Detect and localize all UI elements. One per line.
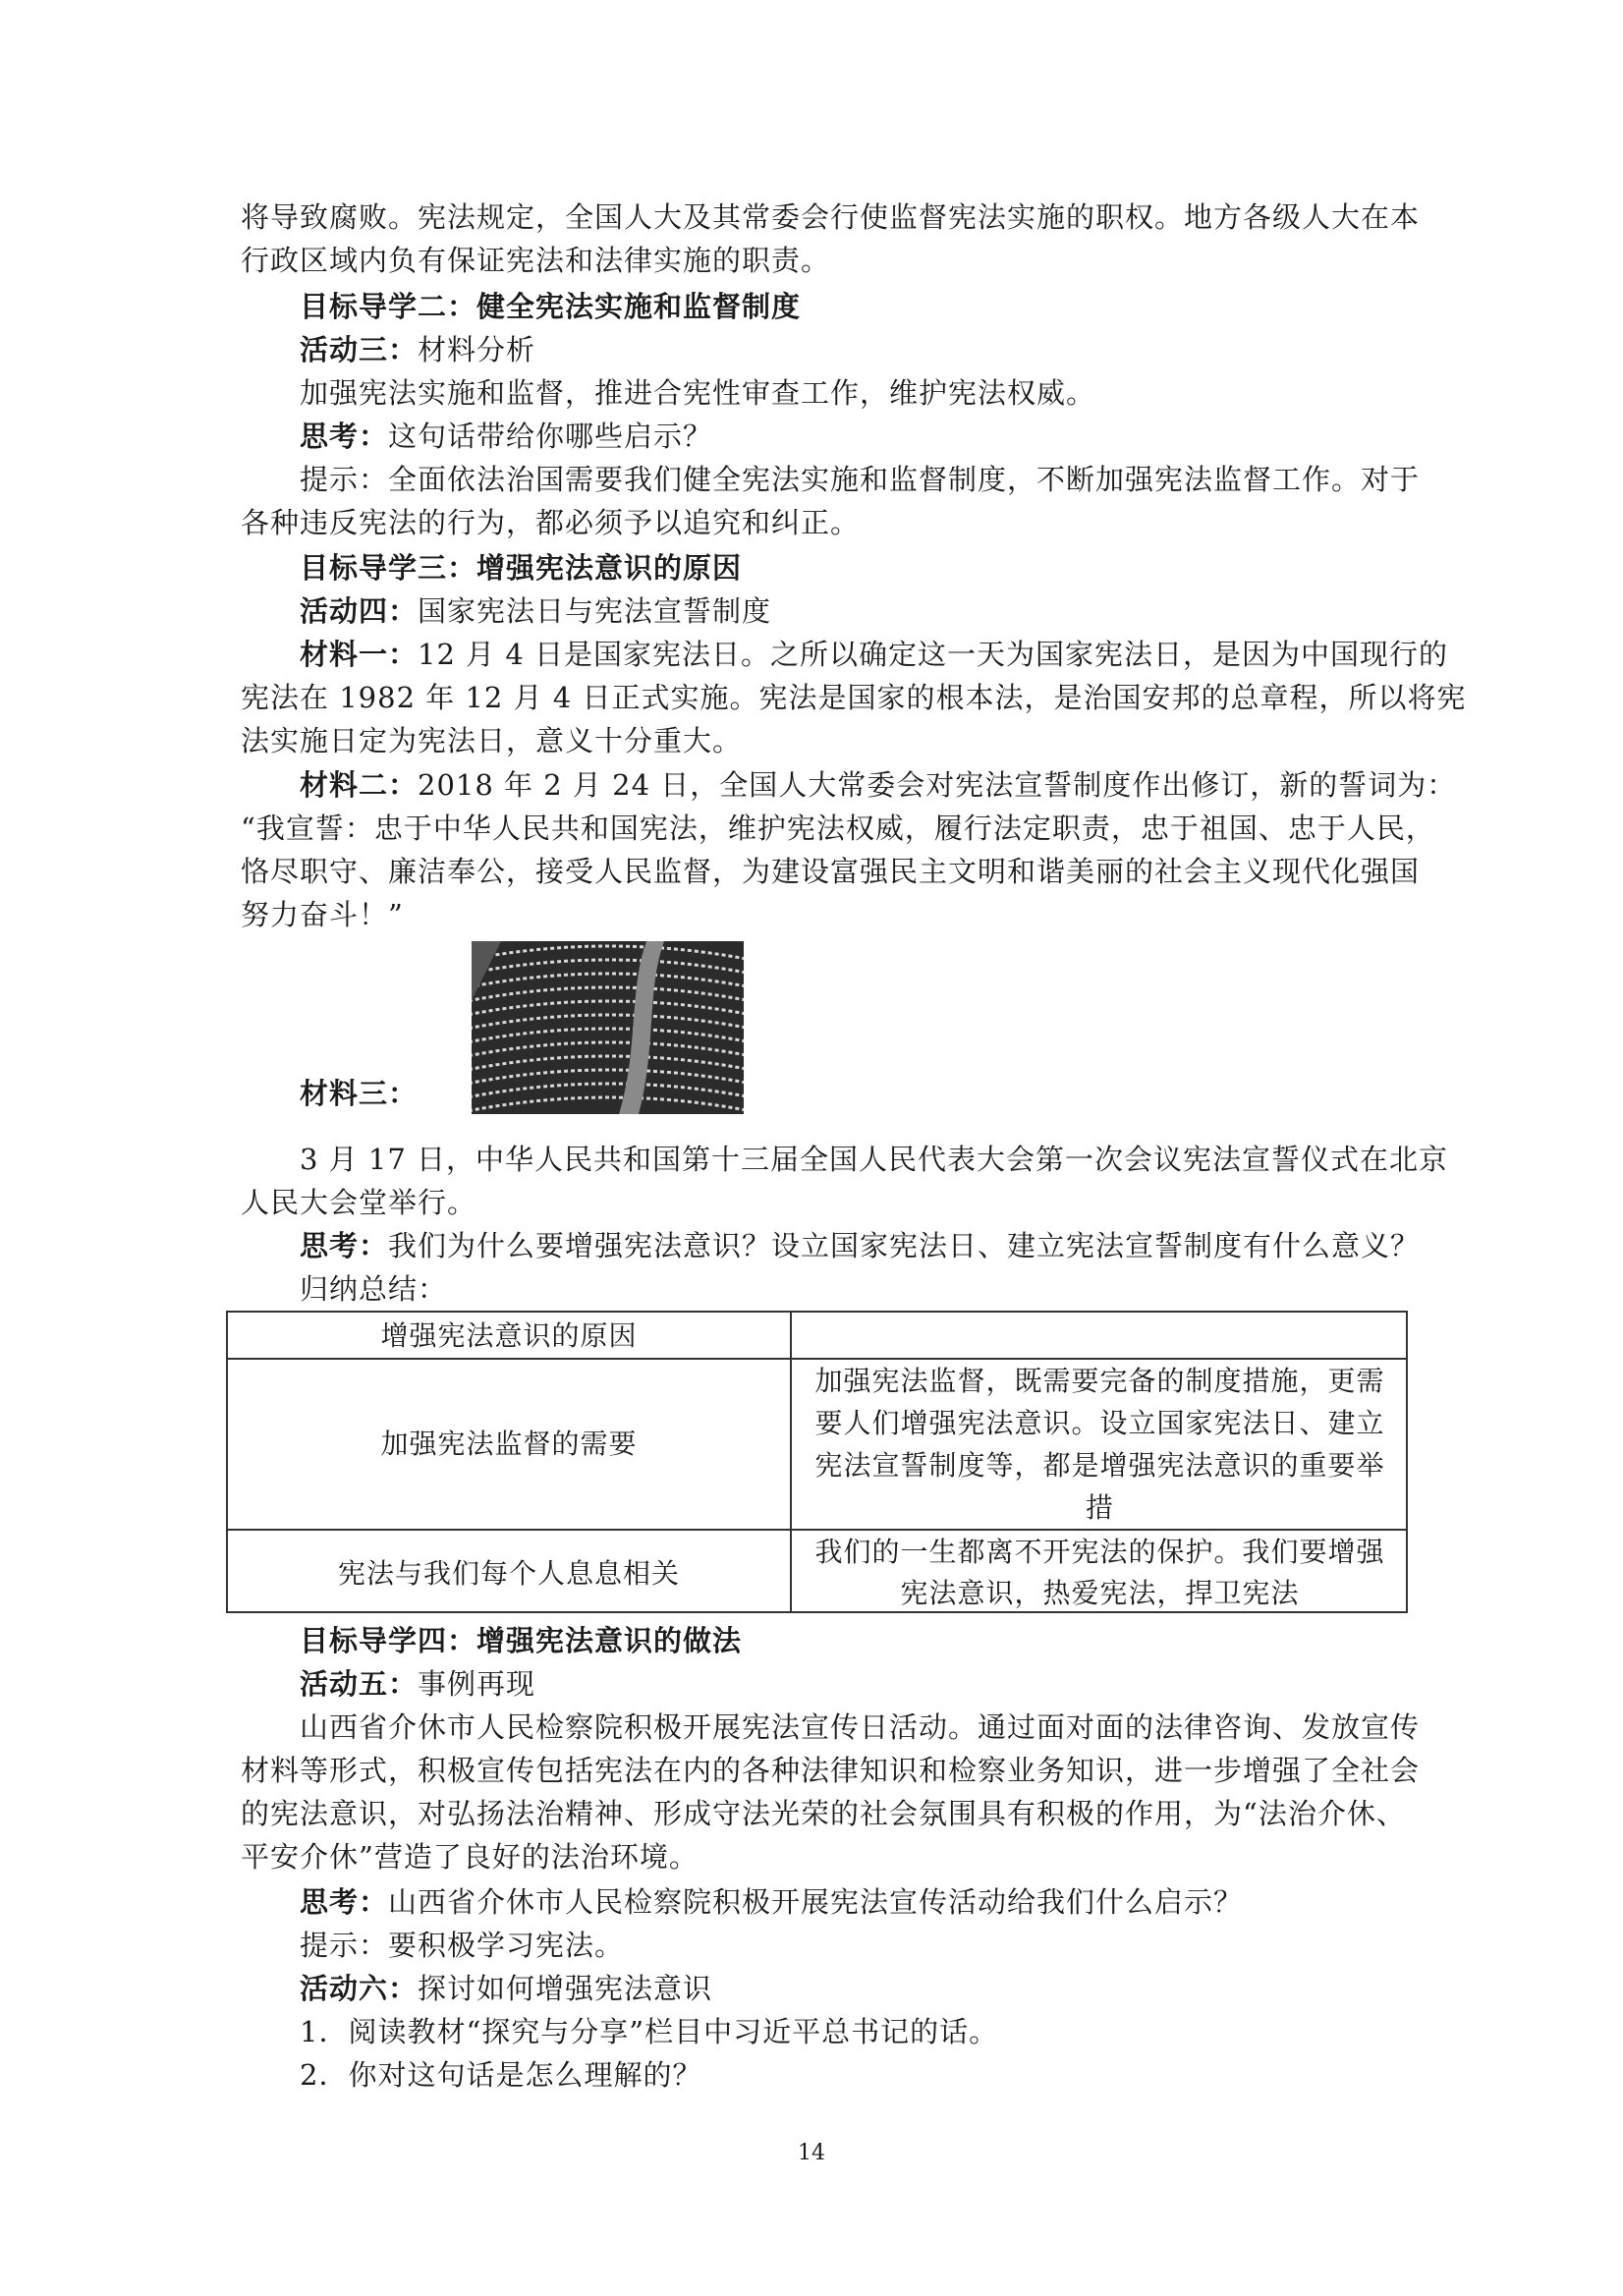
material-1 [0, 633, 1623, 676]
paragraph-line: 山西省介休市人民检察院积极开展宪法宣传日活动。通过面对面的法律咨询、发放宣传 [300, 1710, 1421, 1744]
material-label: 材料二： [300, 768, 419, 802]
section-heading-goal3: 目标导学三：增强宪法意识的原因 [300, 551, 743, 585]
page-number: 14 [798, 2141, 825, 2165]
paragraph-line: 3 月 17 日，中华人民共和国第十三届全国人民代表大会第一次会议宪法宣誓仪式在北京 [300, 1143, 1449, 1176]
material-2 [0, 763, 1623, 807]
think-2 [0, 1224, 1623, 1267]
activity-5 [0, 1662, 1623, 1706]
activity-3 [0, 328, 1623, 371]
paragraph-line: 平安介休”营造了良好的法治环境。 [241, 1840, 699, 1874]
table-cell: 要人们增强宪法意识。设立国家宪法日、建立 [814, 1407, 1385, 1439]
think-text: 我们为什么要增强宪法意识？设立国家宪法日、建立宪法宣誓制度有什么意义？ [388, 1229, 1421, 1262]
section-heading-goal4: 目标导学四：增强宪法意识的做法 [300, 1624, 743, 1657]
table-cell: 宪法与我们每个人息息相关 [337, 1557, 680, 1590]
paragraph-line: 将导致腐败。宪法规定，全国人大及其常委会行使监督宪法实施的职权。地方各级人大在本 [241, 200, 1421, 234]
hint-line: 各种违反宪法的行为，都必须予以追究和纠正。 [241, 506, 861, 539]
activity-text: 材料分析 [418, 333, 536, 366]
quote-line: 加强宪法实施和监督，推进合宪性审查工作，维护宪法权威。 [300, 376, 1096, 410]
activity-text: 国家宪法日与宪法宣誓制度 [418, 594, 772, 628]
material-3-label: 材料三： [300, 1077, 419, 1110]
activity-4 [0, 589, 1623, 633]
think-1 [0, 415, 1623, 458]
table-cell: 宪法意识，热爱宪法，捍卫宪法 [900, 1577, 1300, 1609]
activity-text: 事例再现 [418, 1667, 536, 1701]
table-cell: 我们的一生都离不开宪法的保护。我们要增强 [814, 1536, 1385, 1568]
activity-label: 活动五： [300, 1667, 419, 1701]
activity-label: 活动四： [300, 594, 419, 628]
table-cell: 加强宪法监督的需要 [380, 1428, 638, 1460]
activity-label: 活动三： [300, 333, 419, 366]
list-item: 1．阅读教材“探究与分享”栏目中习近平总书记的话。 [300, 2015, 999, 2048]
paragraph-line: “我宣誓：忠于中华人民共和国宪法，维护宪法权威，履行法定职责，忠于祖国、忠于人民， [241, 812, 1435, 845]
section-heading-goal2: 目标导学二：健全宪法实施和监督制度 [300, 290, 802, 323]
think-label: 思考： [300, 1229, 389, 1262]
think-text: 这句话带给你哪些启示？ [388, 420, 713, 453]
paragraph-line: 材料等形式，积极宣传包括宪法在内的各种法律知识和检察业务知识，进一步增强了全社会 [241, 1754, 1421, 1787]
think-label: 思考： [300, 1885, 389, 1919]
material-text: 12 月 4 日是国家宪法日。之所以确定这一天为国家宪法日，是因为中国现行的 [418, 638, 1449, 671]
list-item: 2．你对这句话是怎么理解的？ [300, 2058, 702, 2092]
paragraph-line: 人民大会堂举行。 [241, 1186, 477, 1219]
paragraph-line: 恪尽职守、廉洁奉公，接受人民监督，为建设富强民主文明和谐美丽的社会主义现代化强国 [241, 855, 1421, 888]
table-cell: 宪法宣誓制度等，都是增强宪法意识的重要举 [814, 1449, 1385, 1482]
paragraph-line: 法实施日定为宪法日，意义十分重大。 [241, 724, 743, 757]
paragraph-line: 宪法在 1982 年 12 月 4 日正式实施。宪法是国家的根本法，是治国安邦的总章程，所以将宪 [241, 681, 1467, 714]
table-header-left: 增强宪法意识的原因 [380, 1319, 638, 1352]
think-3 [0, 1880, 1623, 1924]
paragraph-line: 行政区域内负有保证宪法和法律实施的职责。 [241, 244, 831, 277]
table-cell: 加强宪法监督，既需要完备的制度措施，更需 [814, 1365, 1385, 1397]
material-label: 材料一： [300, 638, 419, 671]
paragraph-line: 努力奋斗！” [241, 898, 404, 931]
activity-6 [0, 1967, 1623, 2010]
hint-line: 提示：要积极学习宪法。 [300, 1929, 625, 1962]
summary-table [226, 1311, 1408, 1613]
activity-label: 活动六： [300, 1972, 419, 2005]
summary-label: 归纳总结： [300, 1272, 448, 1306]
activity-text: 探讨如何增强宪法意识 [418, 1972, 713, 2005]
material-text: 2018 年 2 月 24 日，全国人大常委会对宪法宣誓制度作出修订，新的誓词为： [418, 768, 1457, 802]
hint-line: 提示：全面依法治国需要我们健全宪法实施和监督制度，不断加强宪法监督工作。对于 [300, 463, 1421, 496]
think-text: 山西省介休市人民检察院积极开展宪法宣传活动给我们什么启示？ [388, 1885, 1244, 1919]
think-label: 思考： [300, 420, 389, 453]
table-cell: 措 [1085, 1491, 1114, 1524]
paragraph-line: 的宪法意识，对弘扬法治精神、形成守法光荣的社会氛围具有积极的作用，为“法治介休、 [241, 1797, 1406, 1830]
